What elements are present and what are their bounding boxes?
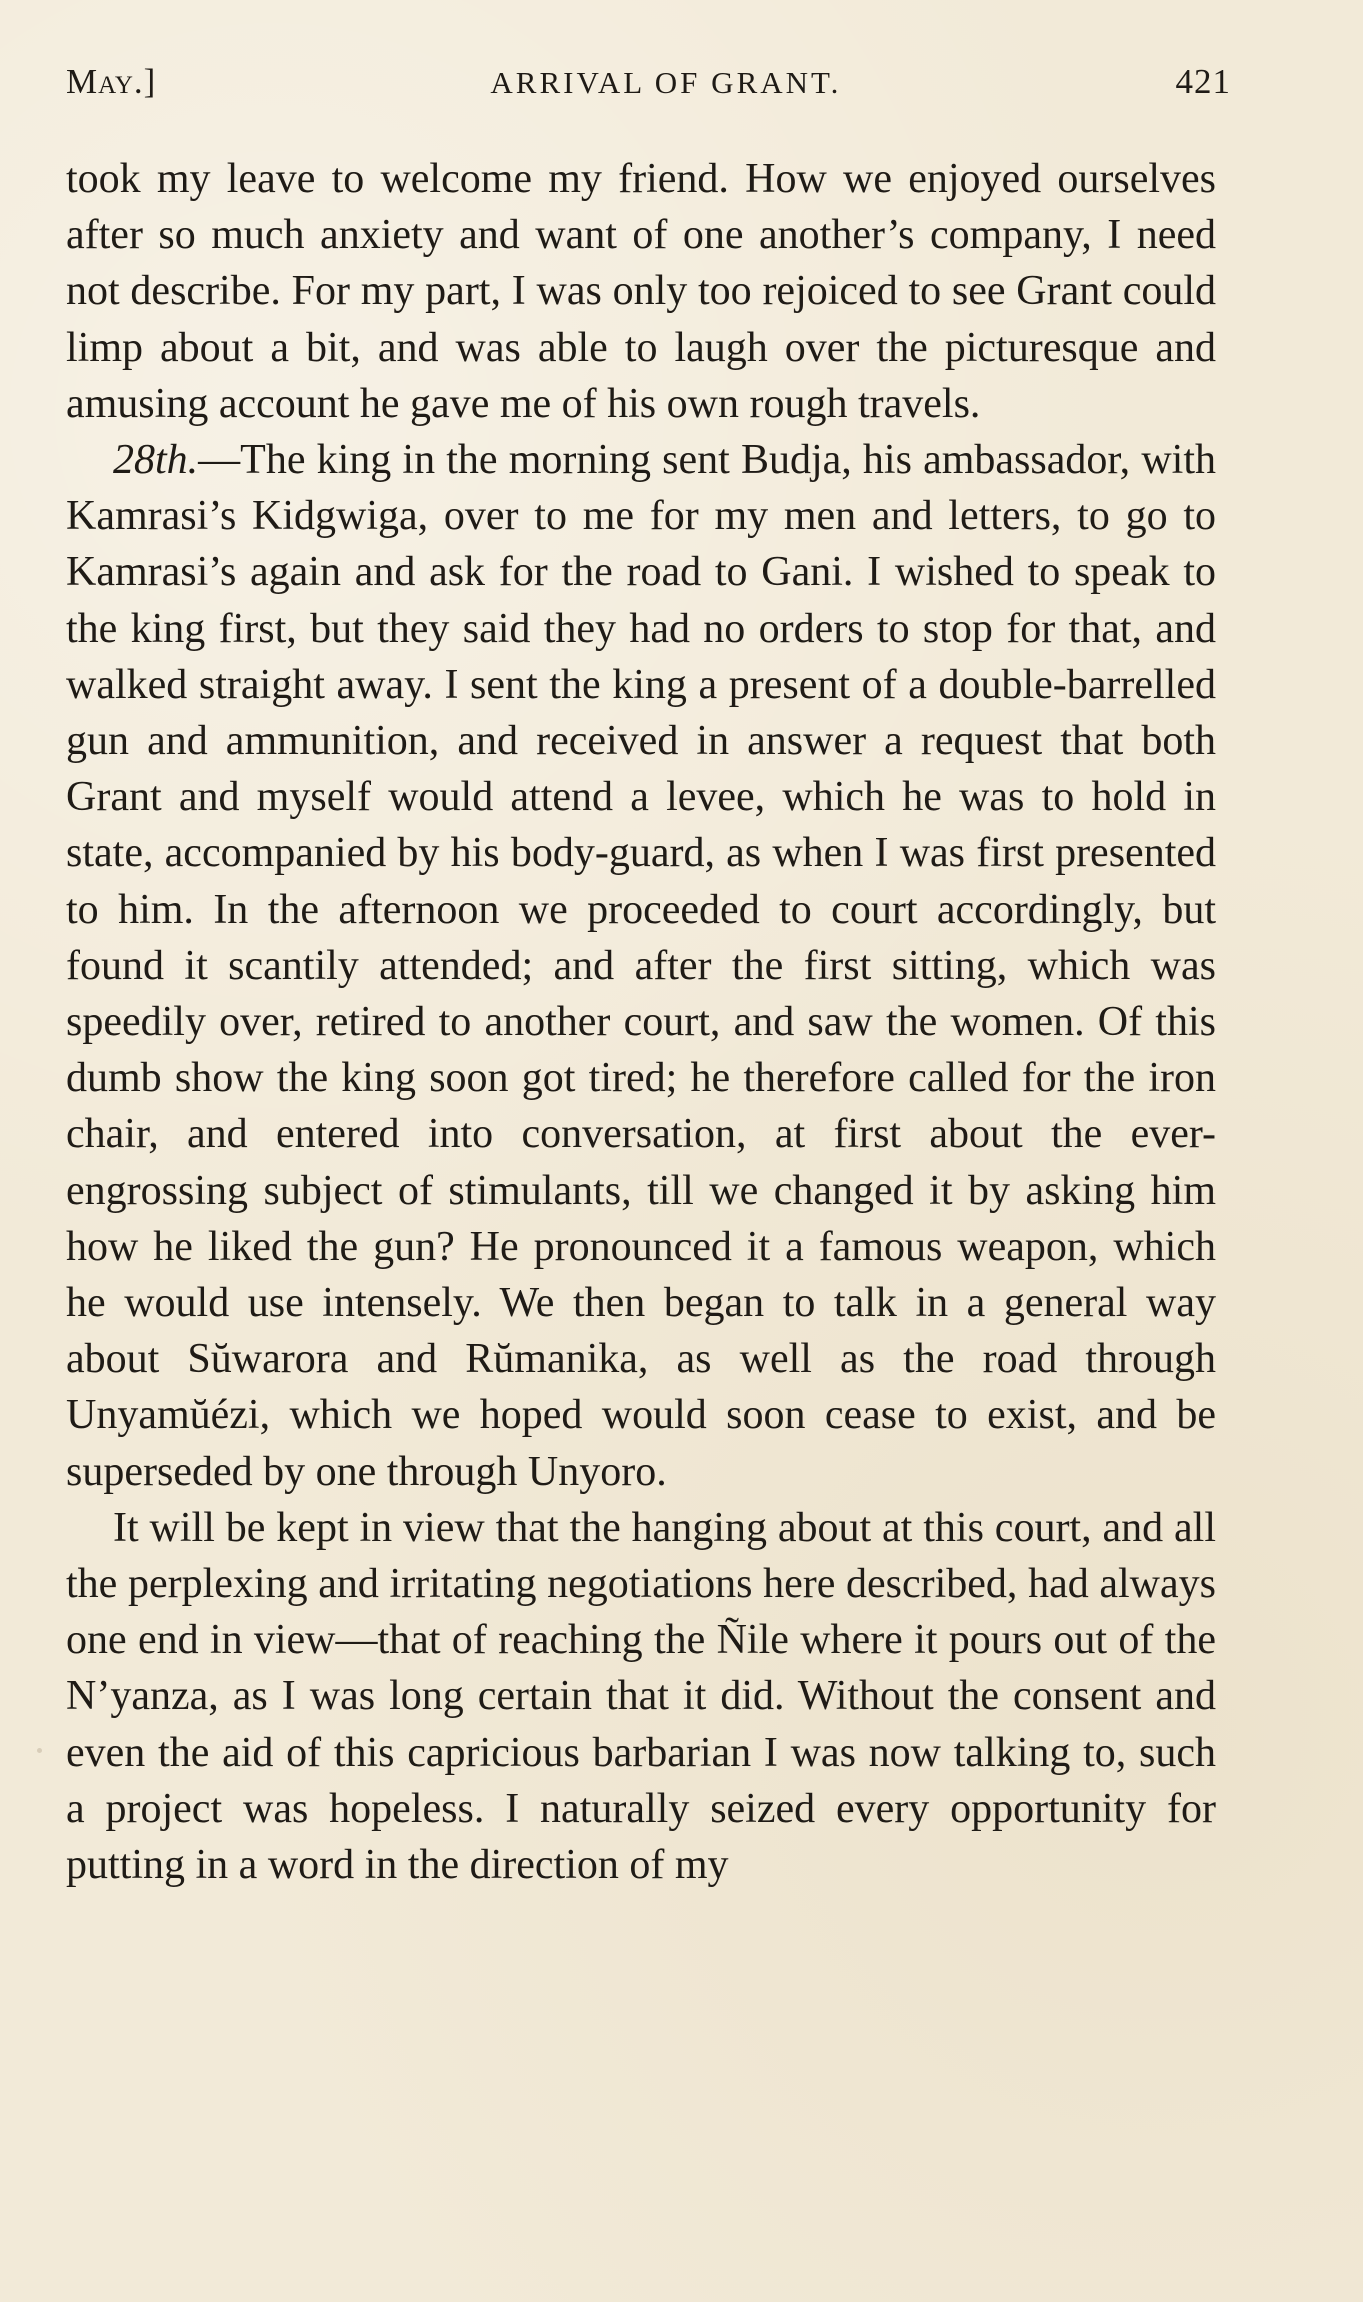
running-head xyxy=(66,62,1231,116)
running-head-title: ARRIVAL OF GRANT. xyxy=(490,65,842,100)
paragraph-text: took my leave to welcome my friend. How we enjoyed ourselves after so much anxiety and want of one another’s company, I need not describe. For my part, I was only too rejoiced to see Grant could limp about a bit, and was able to laugh over the picturesque and amusing account he gave me of his own rough travels. xyxy=(66,156,1216,427)
running-head-month: May.] xyxy=(66,62,157,101)
paragraph-text: —The king in the morning sent Budja, his ambassador, with Kamrasi’s Kidgwiga, over to me for my men and letters, to go to Kamrasi’s again and ask for the road to Gani. I wished to speak to the king first, but they said they had no orders to stop for that, and walked straight away. I sent the king a present of a double-barrelled gun and ammunition, and received in answer a request that both Grant and myself would attend a levee, which he was to hold in state, accompanied by his body-guard, as when I was first presented to him. In the afternoon we proceeded to court accordingly, but found it scantily attended; and after the first sitting, which was speedily over, retired to another court, and saw the women. Of this dumb show the king soon got tired; he therefore called for the iron chair, and entered into conversation, at first about the ever-engrossing subject of stimulants, till we changed it by asking him how he liked the gun? He pronounced it a famous weapon, which he would use intensely. We then began to talk in a general way about Sŭwarora and Rŭmanika, as well as the road through Unyamŭézi, which we hoped would soon cease to exist, and be superseded by one through Unyoro. xyxy=(66,437,1216,1495)
paragraph-dated-entry xyxy=(66,432,1216,1500)
paragraph-text: It will be kept in view that the hanging about at this court, and all the perplexing and irritating negotiations here described, had always one end in view—that of reaching the Ñile where it pours out of the N’yanza, as I was long certain that it did. Without the consent and even the aid of this capricious barbarian I was now talking to, such a project was hopeless. I naturally seized every opportunity for putting in a word in the direction of my xyxy=(66,1504,1216,1889)
page-number: 421 xyxy=(1175,62,1231,101)
entry-date: 28th. xyxy=(113,437,199,484)
paper-speck xyxy=(37,1748,42,1753)
paragraph-continuation xyxy=(66,151,1216,432)
paragraph-reflection xyxy=(66,1500,1216,1893)
body-text xyxy=(66,151,1216,1893)
